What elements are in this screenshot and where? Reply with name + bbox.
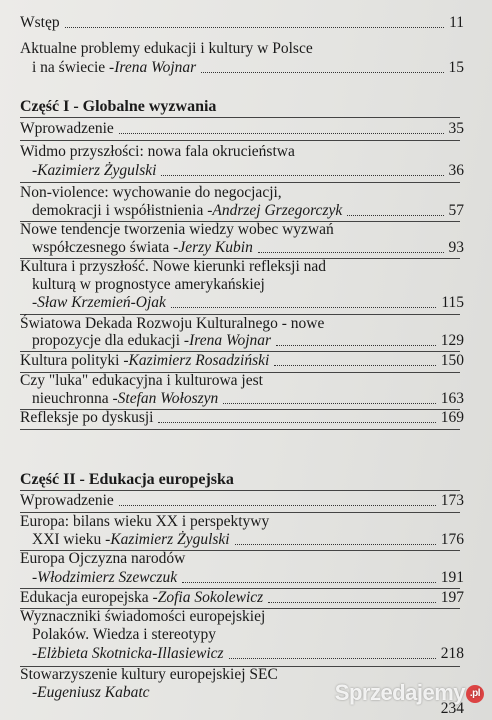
leader-dots: [119, 505, 436, 506]
page-number: 218: [440, 645, 464, 662]
toc-entry-line: [32, 294, 464, 312]
entry-title: Stowarzyszenie kultury europejskiej SEC: [20, 666, 278, 683]
toc-entry: [20, 589, 464, 607]
leader-dots: [65, 27, 444, 28]
page-number: 115: [441, 294, 464, 311]
entry-title: Widmo przyszłości: nowa fala okrucieństwa: [20, 143, 295, 160]
entry-title: -: [32, 162, 38, 179]
page-number: 36: [448, 162, 464, 179]
leader-dots: [119, 133, 444, 134]
page-number: 11: [449, 14, 464, 31]
leader-dots: [274, 365, 435, 366]
entry-title: Wyznaczniki świadomości europejskiej: [20, 608, 266, 625]
leader-dots: [347, 215, 443, 216]
entry-title: -: [32, 645, 38, 662]
toc-entry-line: [20, 184, 464, 202]
entry-author: Irena Wojnar: [189, 332, 272, 349]
entry-author: Stefan Wołoszyn: [117, 390, 219, 407]
entry-title: XXI wieku -: [32, 531, 111, 548]
entry-author: Włodzimierz Szewczuk: [37, 569, 178, 586]
page-number: 234: [440, 700, 464, 717]
toc-entry-line: [20, 221, 464, 239]
toc-entry-line: [32, 202, 464, 220]
leader-dots: [276, 345, 436, 346]
watermark-text: Sprzedajemy: [334, 680, 465, 705]
entry-title: Wstęp: [20, 14, 60, 31]
leader-dots: [182, 582, 436, 583]
toc-entry-line: [20, 258, 464, 276]
page-number: 191: [440, 569, 464, 586]
page-number: 57: [448, 202, 464, 219]
toc-entry-line: [32, 239, 464, 257]
entry-title: Europa Ojczyzna narodów: [20, 550, 186, 567]
entry-author: Elżbieta Skotnicka-Illasiewicz: [37, 645, 224, 662]
toc-entry: [20, 120, 464, 138]
entry-author: Sław Krzemień-Ojak: [37, 294, 166, 311]
entry-title: Europa: bilans wieku XX i perspektywy: [20, 513, 270, 530]
entry-author: Irena Wojnar: [114, 59, 197, 76]
entry-title: Wprowadzenie: [20, 492, 114, 509]
entry-title: Refleksje po dyskusji: [20, 409, 154, 426]
entry-title: Kultura i przyszłość. Nowe kierunki refleksji nad: [20, 258, 327, 275]
divider: [20, 140, 460, 141]
toc-entry-line: [32, 569, 464, 587]
divider: [20, 182, 460, 183]
toc-entry-line: [32, 645, 464, 663]
page-number: 163: [440, 390, 464, 407]
page-number: 197: [440, 589, 464, 606]
entry-title: Polaków. Wiedza i stereotypy: [32, 626, 217, 643]
toc-entry-line: [20, 513, 464, 531]
leader-dots: [229, 658, 436, 659]
entry-title: i na świecie -: [32, 59, 115, 76]
page-number: 150: [440, 352, 464, 369]
page-number: 176: [440, 531, 464, 548]
toc-entry-line: [32, 390, 464, 408]
leader-dots: [268, 602, 436, 603]
entry-title: Światowa Dekada Rozwoju Kulturalnego - nowe: [20, 315, 325, 332]
entry-title: Edukacja europejska -: [20, 589, 158, 606]
toc-entry: [20, 492, 464, 510]
toc-entry-line: [32, 276, 464, 294]
entry-title: Czy "luka" edukacyjna i kulturowa jest: [20, 372, 263, 389]
entry-author: Kazimierz Żygulski: [110, 531, 230, 548]
entry-author: Kazimierz Żygulski: [37, 162, 157, 179]
entry-author: Andrzej Grzegorczyk: [212, 202, 343, 219]
leader-dots: [158, 422, 435, 423]
leader-dots: [201, 72, 443, 73]
entry-author: Eugeniusz Kabatc: [37, 684, 150, 701]
entry-title: Kultura polityki -: [20, 352, 129, 369]
page-number: 173: [440, 492, 464, 509]
leader-dots: [258, 252, 444, 253]
toc-entry-line: [20, 608, 464, 626]
entry-title: demokracji i współistnienia -: [32, 202, 213, 219]
leader-dots: [171, 307, 436, 308]
entry-title: -: [32, 294, 38, 311]
entry-author: Jerzy Kubin: [178, 239, 253, 256]
entry-title: Aktualne problemy edukacji i kultury w Polsce: [20, 40, 313, 57]
part-title: Część II - Edukacja europejska: [20, 471, 234, 488]
toc-entry-line: [20, 40, 464, 58]
entry-author: Zofia Sokolewicz: [157, 589, 264, 606]
entry-title: propozycje dla edukacji -: [32, 332, 190, 349]
page-number: 93: [448, 239, 464, 256]
toc-entry-line: [20, 143, 464, 161]
divider: [20, 490, 460, 491]
leader-dots: [161, 175, 443, 176]
toc-entry: [20, 409, 464, 427]
page-number: 129: [440, 332, 464, 349]
toc-entry-line: [32, 162, 464, 180]
leader-dots: [223, 403, 435, 404]
toc-entry-line: [32, 626, 464, 644]
entry-title: Wprowadzenie: [20, 120, 114, 137]
leader-dots: [235, 544, 436, 545]
toc-entry-line: [20, 372, 464, 390]
entry-title: -: [32, 684, 38, 701]
entry-title: kulturą w prognostyce amerykańskiej: [32, 276, 265, 293]
entry-title: nieuchronna -: [32, 390, 118, 407]
toc-entry: [20, 352, 464, 370]
watermark-badge: .pl: [466, 685, 484, 703]
entry-title: Non-violence: wychowanie do negocjacji,: [20, 184, 282, 201]
entry-title: współczesnego świata -: [32, 239, 179, 256]
page-number: 35: [448, 120, 464, 137]
divider: [20, 429, 460, 430]
entry-title: Nowe tendencje tworzenia wiedzy wobec wyzwań: [20, 221, 334, 238]
toc-entry-line: [20, 315, 464, 333]
toc-entry-line: [32, 332, 464, 350]
toc-entry-line: [32, 531, 464, 549]
entry-title: -: [32, 569, 38, 586]
part-title: Część I - Globalne wyzwania: [20, 98, 217, 115]
page-number: 15: [448, 59, 464, 76]
toc-entry-wstep: [20, 14, 464, 32]
toc-entry-line: [32, 59, 464, 77]
toc-entry-line: [20, 550, 464, 568]
site-watermark: [335, 680, 484, 706]
page-number: 169: [440, 409, 464, 426]
divider: [20, 117, 460, 118]
entry-author: Kazimierz Rosadziński: [128, 352, 270, 369]
